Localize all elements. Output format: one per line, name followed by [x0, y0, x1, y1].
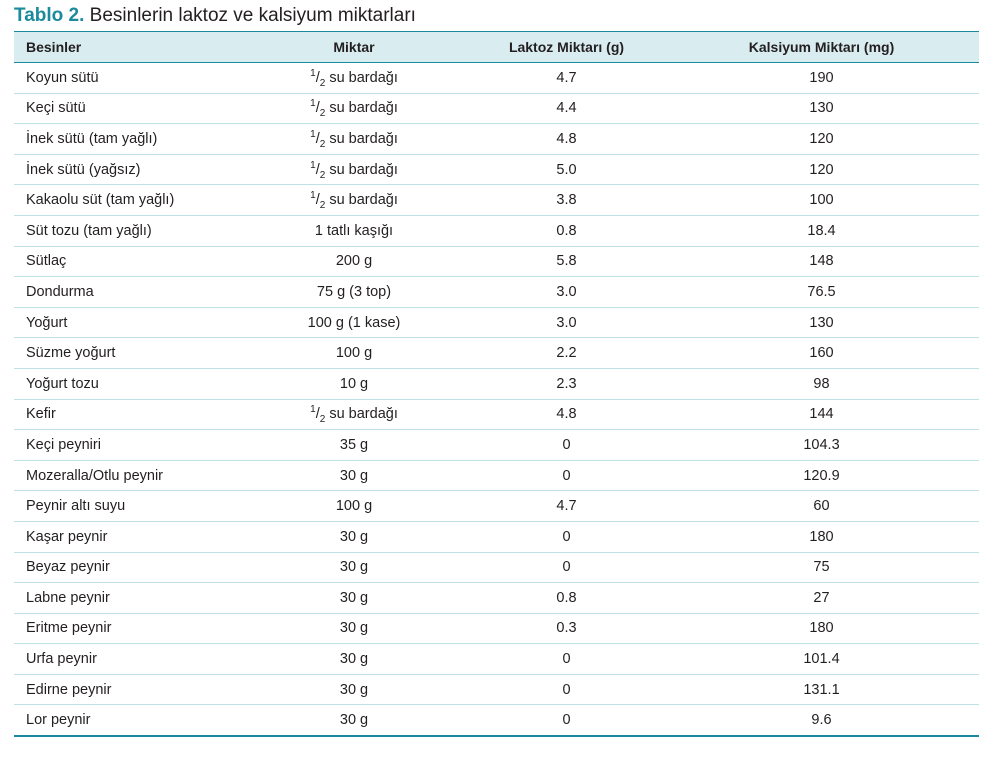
cell-amount: 30 g — [339, 712, 369, 729]
cell-amount: 30 g — [339, 528, 369, 545]
cell-calcium: 100 — [809, 192, 834, 209]
cell-calcium: 18.4 — [807, 222, 836, 239]
cell-amount: 100 g — [335, 498, 373, 515]
cell-lactose: 3.0 — [556, 314, 577, 331]
cell-amount: 75 g (3 top) — [316, 283, 392, 300]
cell-lactose: 0 — [562, 467, 571, 484]
cell-amount: 1 tatlı kaşığı — [314, 222, 394, 239]
table-row — [14, 613, 979, 644]
cell-food: Labne peynir — [26, 589, 110, 606]
cell-food: Kakaolu süt (tam yağlı) — [26, 192, 175, 209]
nutrition-table-container — [14, 31, 979, 737]
cell-calcium: 98 — [813, 375, 830, 392]
cell-calcium: 120 — [809, 161, 834, 178]
cell-lactose: 0 — [562, 559, 571, 576]
cell-lactose: 4.4 — [556, 100, 577, 117]
cell-food: Lor peynir — [26, 712, 91, 729]
cell-food: Beyaz peynir — [26, 559, 110, 576]
cell-lactose: 4.8 — [556, 130, 577, 147]
cell-food: Urfa peynir — [26, 651, 97, 668]
table-body — [14, 63, 979, 736]
cell-lactose: 3.0 — [556, 283, 577, 300]
cell-calcium: 180 — [809, 620, 834, 637]
cell-food: Keçi peyniri — [26, 436, 101, 453]
cell-calcium: 131.1 — [803, 681, 840, 698]
cell-amount: 30 g — [339, 651, 369, 668]
cell-calcium: 130 — [809, 100, 834, 117]
table-caption — [14, 4, 416, 28]
cell-food: Edirne peynir — [26, 681, 112, 698]
cell-lactose: 0 — [562, 651, 571, 668]
table-row — [14, 93, 979, 124]
cell-food: Kaşar peynir — [26, 528, 108, 545]
table-row — [14, 430, 979, 461]
cell-calcium: 27 — [813, 589, 830, 606]
caption-text: Besinlerin laktoz ve kalsiyum miktarları — [89, 5, 416, 26]
cell-lactose: 0 — [562, 436, 571, 453]
table-row — [14, 124, 979, 155]
cell-amount: 30 g — [339, 589, 369, 606]
cell-calcium: 190 — [809, 69, 834, 86]
cell-food: Dondurma — [26, 283, 94, 300]
cell-lactose: 0.3 — [556, 620, 577, 637]
table-row — [14, 215, 979, 246]
cell-amount: 200 g — [335, 253, 373, 270]
cell-lactose: 5.8 — [556, 253, 577, 270]
cell-lactose: 5.0 — [556, 161, 577, 178]
cell-calcium: 9.6 — [811, 712, 832, 729]
cell-lactose: 2.3 — [556, 375, 577, 392]
cell-lactose: 0 — [562, 712, 571, 729]
table-row — [14, 705, 979, 736]
cell-food: Yoğurt tozu — [26, 375, 99, 392]
column-header-amount: Miktar — [333, 39, 375, 55]
table-row — [14, 154, 979, 185]
table-row — [14, 368, 979, 399]
table-row — [14, 552, 979, 583]
cell-lactose: 0.8 — [556, 589, 577, 606]
cell-lactose: 4.7 — [556, 498, 577, 515]
cell-food: Süzme yoğurt — [26, 345, 116, 362]
cell-food: Yoğurt — [26, 314, 68, 331]
cell-food: Koyun sütü — [26, 69, 99, 86]
cell-amount: $^1/_2$ su bardağı — [310, 67, 398, 89]
cell-food: Mozeralla/Otlu peynir — [26, 467, 163, 484]
table-row — [14, 399, 979, 430]
column-header-calcium: Kalsiyum Miktarı (mg) — [748, 39, 895, 55]
cell-calcium: 180 — [809, 528, 834, 545]
cell-lactose: 2.2 — [556, 345, 577, 362]
cell-food: Kefir — [26, 406, 56, 423]
cell-amount: 35 g — [339, 436, 369, 453]
cell-calcium: 130 — [809, 314, 834, 331]
cell-calcium: 76.5 — [807, 283, 836, 300]
cell-calcium: 60 — [813, 498, 830, 515]
cell-food: Peynir altı suyu — [26, 498, 126, 515]
cell-amount: 30 g — [339, 681, 369, 698]
column-header-food: Besinler — [26, 39, 82, 55]
cell-amount: $^1/_2$ su bardağı — [310, 190, 398, 212]
cell-calcium: 101.4 — [803, 651, 840, 668]
table-row — [14, 521, 979, 552]
table-row — [14, 644, 979, 675]
cell-calcium: 75 — [813, 559, 830, 576]
cell-lactose: 3.8 — [556, 192, 577, 209]
cell-calcium: 160 — [809, 345, 834, 362]
cell-amount: 30 g — [339, 467, 369, 484]
cell-food: İnek sütü (yağsız) — [26, 161, 141, 178]
table-row — [14, 246, 979, 277]
cell-amount: $^1/_2$ su bardağı — [310, 159, 398, 181]
cell-food: Eritme peynir — [26, 620, 112, 637]
cell-calcium: 120 — [809, 130, 834, 147]
cell-calcium: 104.3 — [803, 436, 840, 453]
cell-food: İnek sütü (tam yağlı) — [26, 130, 158, 147]
cell-calcium: 120.9 — [803, 467, 840, 484]
cell-amount: 10 g — [339, 375, 369, 392]
cell-amount: $^1/_2$ su bardağı — [310, 404, 398, 426]
cell-calcium: 144 — [809, 406, 834, 423]
lactose-calcium-table — [14, 31, 979, 737]
cell-food: Süt tozu (tam yağlı) — [26, 222, 152, 239]
cell-lactose: 4.8 — [556, 406, 577, 423]
cell-lactose: 0 — [562, 528, 571, 545]
cell-amount: 30 g — [339, 620, 369, 637]
cell-amount: $^1/_2$ su bardağı — [310, 98, 398, 120]
cell-lactose: 0 — [562, 681, 571, 698]
table-row — [14, 185, 979, 216]
cell-amount: 30 g — [339, 559, 369, 576]
cell-calcium: 148 — [809, 253, 834, 270]
table-row — [14, 277, 979, 308]
table-row — [14, 63, 979, 94]
cell-lactose: 4.7 — [556, 69, 577, 86]
table-row — [14, 460, 979, 491]
table-row — [14, 491, 979, 522]
cell-lactose: 0.8 — [556, 222, 577, 239]
caption-lead: Tablo 2. — [14, 5, 85, 26]
table-row — [14, 307, 979, 338]
column-header-lactose: Laktoz Miktarı (g) — [508, 39, 625, 55]
cell-food: Keçi sütü — [26, 100, 86, 117]
cell-amount: 100 g — [335, 345, 373, 362]
cell-food: Sütlaç — [26, 253, 67, 270]
table-row — [14, 674, 979, 705]
cell-amount: $^1/_2$ su bardağı — [310, 129, 398, 150]
table-row — [14, 338, 979, 369]
table-header-row — [14, 32, 979, 63]
cell-amount: 100 g (1 kase) — [307, 314, 401, 331]
table-row — [14, 583, 979, 614]
